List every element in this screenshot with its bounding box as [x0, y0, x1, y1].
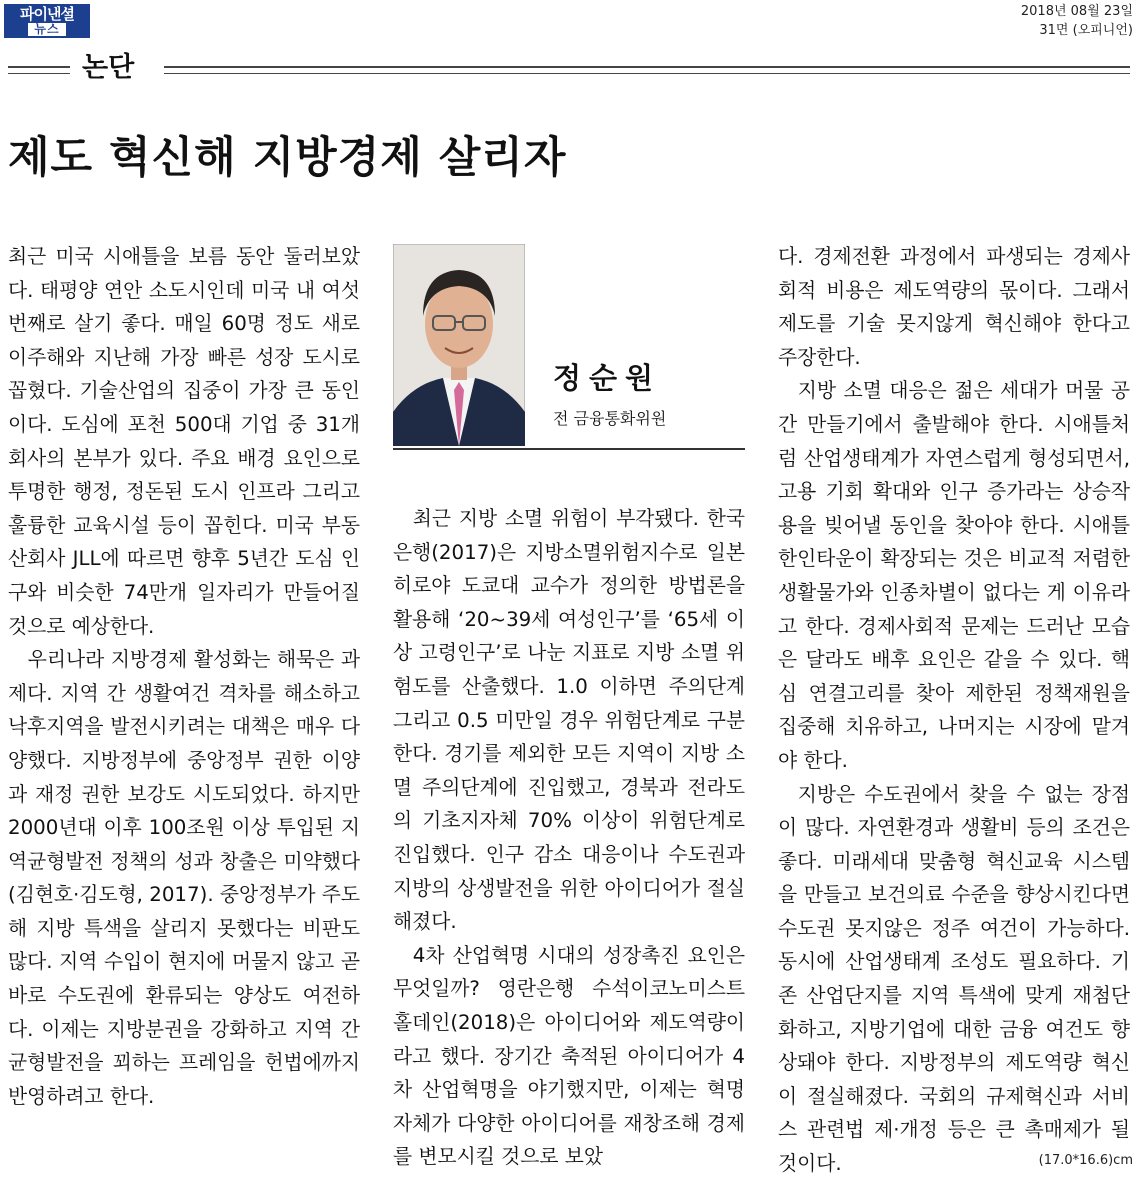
body-column-1 — [8, 240, 360, 1113]
section-rule-left — [8, 66, 70, 74]
article-headline: 제도 혁신해 지방경제 살리자 — [8, 133, 567, 183]
author-title: 전 금융통화위원 — [553, 409, 667, 428]
publication-meta — [1021, 2, 1133, 40]
article-size-note: (17.0*16.6)cm — [1038, 1153, 1133, 1168]
body-column-2 — [393, 502, 745, 1174]
page-info: 31면 (오피니언) — [1039, 23, 1133, 38]
author-photo — [393, 244, 525, 446]
paragraph: 최근 지방 소멸 위험이 부각됐다. 한국은행(2017)은 지방소멸위험지수로 일본 히로야 도쿄대 교수가 정의한 방법론을 활용해 ‘20~39세 여성인구’를 ‘65세 이상 고령인구’로 나눈 지표로 지방 소멸 위험도를 산출했다. 1.0 이하면 주의단계 그리고 0.5 미만일 경우 위험단계로 구분한다. 경기를 제외한 모든 지역이 지방 소멸 주의단계에 진입했고, 경북과 전라도의 기초지자체 70% 이상이 위험단계로 진입했다. 인구 감소 대응이나 수도권과 지방의 상생발전을 위한 아이디어가 절실해졌다. — [393, 507, 745, 934]
paragraph: 4차 산업혁명 시대의 성장촉진 요인은 무엇일까? 영란은행 수석이코노미스트 홀데인(2018)은 아이디어와 제도역량이라고 했다. 장기간 축적된 아이디어가 4차 산업혁명을 야기했지만, 이제는 혁명 자체가 다양한 아이디어를 재창조해 경제를 변모시킬 것으로 보았 — [393, 943, 745, 1169]
section-rule-right — [164, 66, 1130, 74]
publication-date: 2018년 08월 23일 — [1020, 4, 1133, 19]
paragraph: 다. 경제전환 과정에서 파생되는 경제사회적 비용은 제도역량의 몫이다. 그래서 제도를 기술 못지않게 혁신해야 한다고 주장한다. — [778, 245, 1130, 369]
paragraph: 우리나라 지방경제 활성화는 해묵은 과제다. 지역 간 생활여건 격차를 해소하고 낙후지역을 발전시키려는 대책은 매우 다양했다. 지방정부에 중앙정부 권한 이양과 재정 권한 보강도 시도되었다. 하지만 2000년대 이후 100조원 이상 투입된 지역균형발전 정책의 성과 창출은 미약했다(김현호·김도형, 2017). 중앙정부가 주도해 지방 특색을 살리지 못했다는 비판도 많다. 지역 수입이 현지에 머물지 않고 곧바로 수도권에 환류되는 양상도 여전하다. 이제는 지방분권을 강화하고 지역 간 균형발전을 꾀하는 프레임을 헌법에까지 반영하려고 한다. — [8, 648, 360, 1108]
section-header — [8, 50, 1130, 86]
author-box — [393, 244, 745, 450]
newspaper-logo — [4, 4, 90, 38]
body-column-3 — [778, 240, 1130, 1181]
paragraph: 지방 소멸 대응은 젊은 세대가 머물 공간 만들기에서 출발해야 한다. 시애틀처럼 산업생태계가 자연스럽게 형성되면서, 고용 기회 확대와 인구 증가라는 상승작용을 빚어낼 동인을 찾아야 한다. 시애틀 한인타운이 확장되는 것은 비교적 저렴한 생활물가와 인종차별이 없다는 게 이유라고 한다. 경제사회적 문제는 드러난 모습은 달라도 배후 요인은 같을 수 있다. 핵심 연결고리를 찾아 제한된 정책재원을 집중해 치유하고, 나머지는 시장에 맡겨야 한다. — [778, 379, 1130, 772]
logo-line2: 뉴스 — [28, 23, 65, 36]
author-name: 정순원 — [553, 361, 662, 395]
section-label: 논단 — [82, 52, 135, 83]
paragraph: 최근 미국 시애틀을 보름 동안 둘러보았다. 태평양 연안 소도시인데 미국 내 여섯 번째로 살기 좋다. 매일 60명 정도 새로 이주해와 지난해 가장 빠른 성장 도시로 꼽혔다. 기술산업의 집중이 가장 큰 동인이다. 도심에 포천 500대 기업 중 31개 회사의 본부가 있다. 주요 배경 요인으로 투명한 행정, 정돈된 도시 인프라 그리고 훌륭한 교육시설 등이 꼽힌다. 미국 부동산회사 JLL에 따르면 향후 5년간 도심 인구와 비슷한 74만개 일자리가 만들어질 것으로 예상한다. — [8, 245, 360, 638]
logo-line1: 파이낸셜 — [20, 5, 74, 23]
paragraph: 지방은 수도권에서 찾을 수 없는 장점이 많다. 자연환경과 생활비 등의 조건은 좋다. 미래세대 맞춤형 혁신교육 시스템을 만들고 보건의료 수준을 향상시킨다면 수도권 못지않은 정주 여건이 가능하다. 동시에 산업생태계 조성도 필요하다. 기존 산업단지를 지역 특색에 맞게 재첨단화하고, 지방기업에 대한 금융 여건도 향상돼야 한다. 지방정부의 제도역량 혁신이 절실해졌다. 국회의 규제혁신과 서비스 관련법 제·개정 등은 큰 촉매제가 될 것이다. — [778, 782, 1130, 1176]
